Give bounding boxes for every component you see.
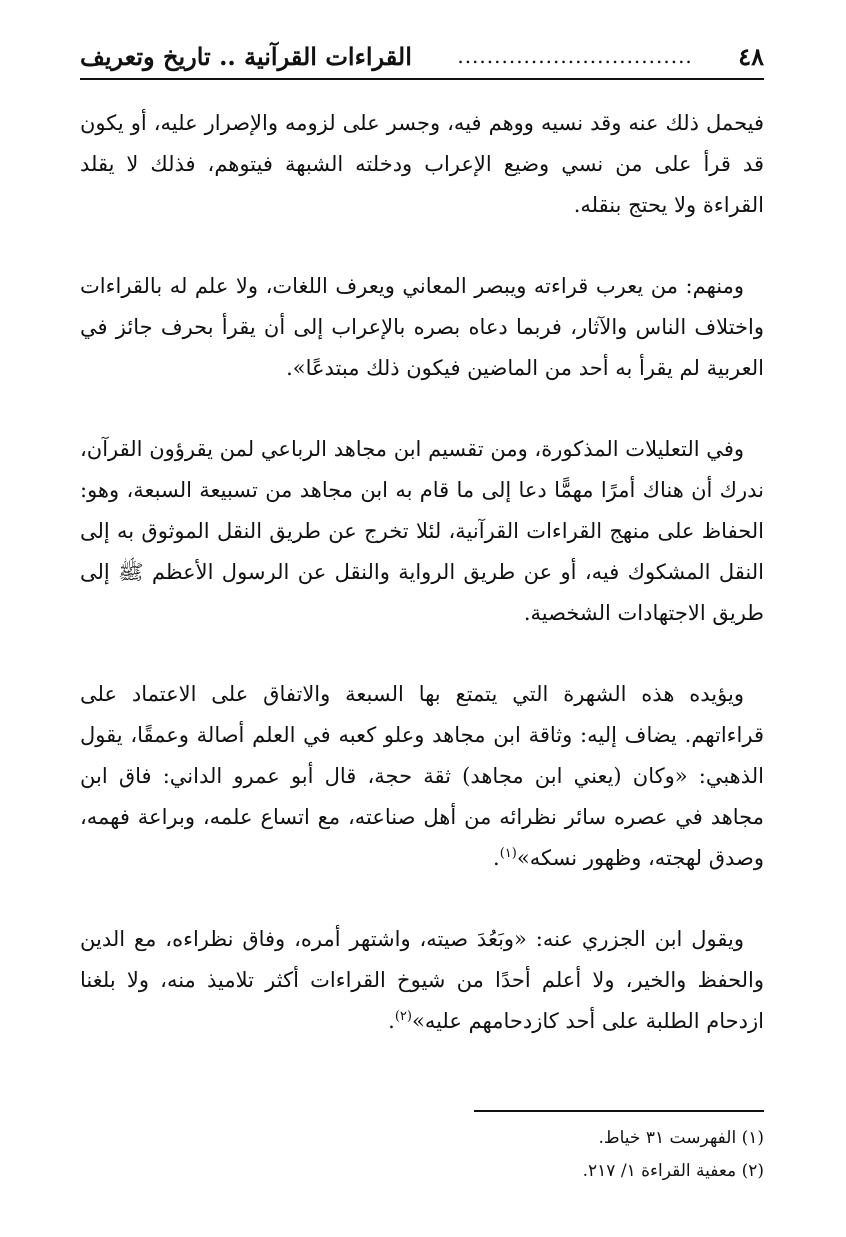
paragraph-2: ومنهم: من يعرب قراءته ويبصر المعاني ويعرف اللغات، ولا علم له بالقراءات واختلاف الناس والآثار، فربما دعاه بصره بالإعراب إلى أن يقرأ بحرف جائز في العربية لم يقرأ به أحد من الماضين فيكون ذلك مبتدعًا».	[80, 274, 764, 380]
footnote-2: (٢) معفية القراءة ١/ ٢١٧.	[582, 1161, 764, 1181]
footnote-1: (١) الفهرست ٣١ خياط.	[598, 1128, 764, 1148]
paragraph-4: ويؤيده هذه الشهرة التي يتمتع بها السبعة والاتفاق على الاعتماد على قراءاتهم. يضاف إليه: وثاقة ابن مجاهد وعلو كعبه في العلم أصالة وعمقًا، يقول الذهبي: «وكان (يعني ابن مجاهد) ثقة حجة، قال أبو عمرو الداني: فاق ابن مجاهد في عصره سائر نظرائه من أهل صناعته، مع اتساع علمه، وبراعة فهمه، وصدق لهجته، وظهور نسكه»$^{(١)}$.	[80, 682, 764, 870]
footnote-separator	[474, 1110, 764, 1112]
footnote-ref-2[interactable]: (٢)	[394, 1009, 412, 1024]
header-rule	[80, 78, 764, 80]
page-number: ٤٨	[738, 41, 764, 71]
paragraph-3: وفي التعليلات المذكورة، ومن تقسيم ابن مجاهد الرباعي لمن يقرؤون القرآن، ندرك أن هناك أمرًا مهمًّا دعا إلى ما قام به ابن مجاهد من تسبيعة السبعة، وهو: الحفاظ على منهج القراءات القرآنية، لئلا تخرج عن طريق النقل الموثوق به إلى النقل المشكوك فيه، أو عن طريق الرواية والنقل عن الرسول الأعظم ﷺ إلى طريق الاجتهادات الشخصية.	[80, 437, 764, 625]
footnote-ref-1[interactable]: (١)	[499, 846, 517, 861]
paragraph-1: فيحمل ذلك عنه وقد نسيه ووهم فيه، وجسر على لزومه والإصرار عليه، أو يكون قد قرأ على من نسي وضيع الإعراب ودخلته الشبهة فيتوهم، فذلك لا يقلد القراءة ولا يحتج بنقله.	[80, 111, 764, 217]
paragraph-5: ويقول ابن الجزري عنه: «وبَعُدَ صيته، واشتهر أمره، وفاق نظراءه، مع الدين والحفظ والخير، ولا أعلم أحدًا من شيوخ القراءات أكثر تلاميذ منه، ولا بلغنا ازدحام الطلبة على أحد كازدحامهم عليه»$^{(٢)}$.	[80, 927, 764, 1033]
main-text	[80, 103, 764, 1082]
footnotes	[264, 1122, 764, 1188]
running-title: القراءات القرآنية .. تاريخ وتعريف	[80, 41, 412, 71]
header-leader-dots: ................................	[457, 44, 693, 68]
running-header	[80, 38, 764, 74]
